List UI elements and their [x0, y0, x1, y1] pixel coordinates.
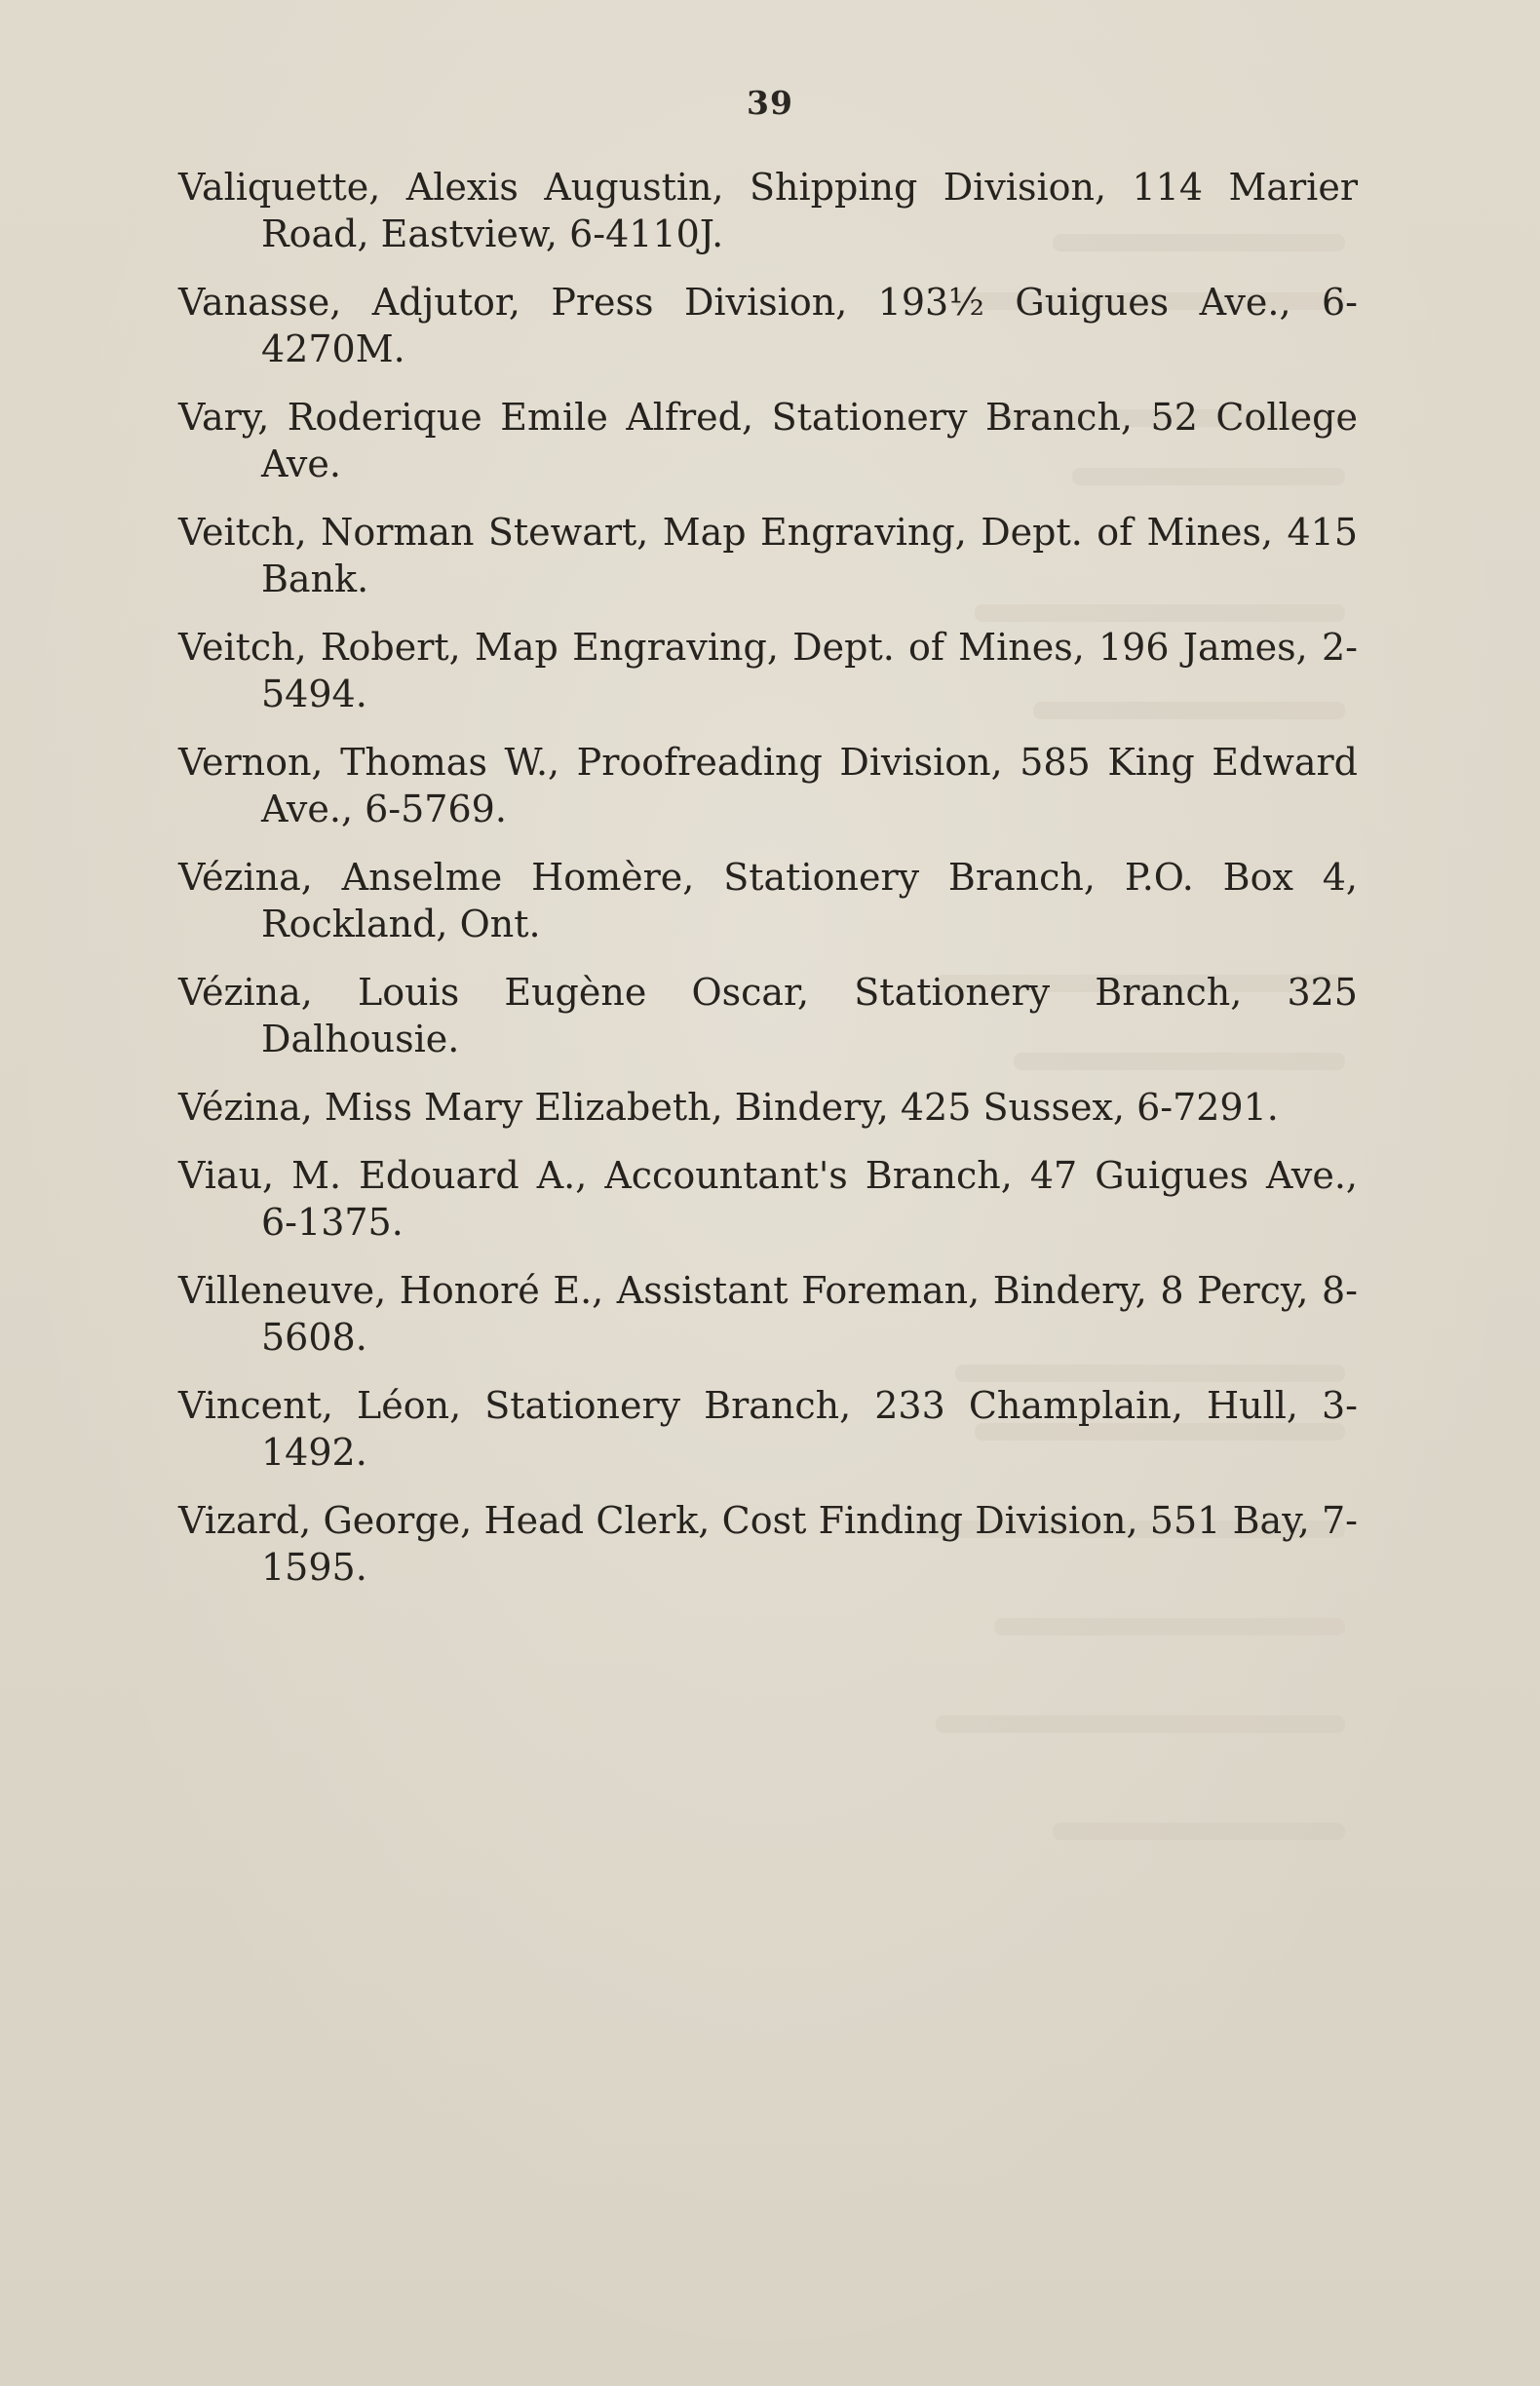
- directory-entry: Viau, M. Edouard A., Accountant's Branch, 47 Guigues Ave., 6-1375.: [178, 1154, 1358, 1244]
- page-number: 39: [747, 84, 793, 122]
- directory-entry: Veitch, Norman Stewart, Map Engraving, Dept. of Mines, 415 Bank.: [178, 511, 1358, 600]
- directory-entry: Villeneuve, Honoré E., Assistant Foreman, Bindery, 8 Percy, 8-5608.: [178, 1269, 1358, 1359]
- directory-entry: Vézina, Miss Mary Elizabeth, Bindery, 425 Sussex, 6-7291.: [178, 1086, 1279, 1129]
- directory-entries: [178, 164, 1358, 1612]
- directory-entry: Vézina, Anselme Homère, Stationery Branch, P.O. Box 4, Rockland, Ont.: [178, 856, 1358, 945]
- directory-entry: Vincent, Léon, Stationery Branch, 233 Champlain, Hull, 3-1492.: [178, 1384, 1358, 1474]
- directory-entry: Veitch, Robert, Map Engraving, Dept. of Mines, 196 James, 2-5494.: [178, 626, 1358, 715]
- directory-entry: Vernon, Thomas W., Proofreading Division, 585 King Edward Ave., 6-5769.: [178, 741, 1358, 830]
- directory-entry: Vizard, George, Head Clerk, Cost Finding Division, 551 Bay, 7-1595.: [178, 1499, 1358, 1589]
- directory-entry: Valiquette, Alexis Augustin, Shipping Division, 114 Marier Road, Eastview, 6-4110J.: [178, 166, 1358, 255]
- directory-entry: Vézina, Louis Eugène Oscar, Stationery Branch, 325 Dalhousie.: [178, 971, 1358, 1060]
- directory-entry: Vary, Roderique Emile Alfred, Stationery Branch, 52 College Ave.: [178, 396, 1358, 485]
- directory-entry: Vanasse, Adjutor, Press Division, 193½ Guigues Ave., 6-4270M.: [178, 281, 1358, 370]
